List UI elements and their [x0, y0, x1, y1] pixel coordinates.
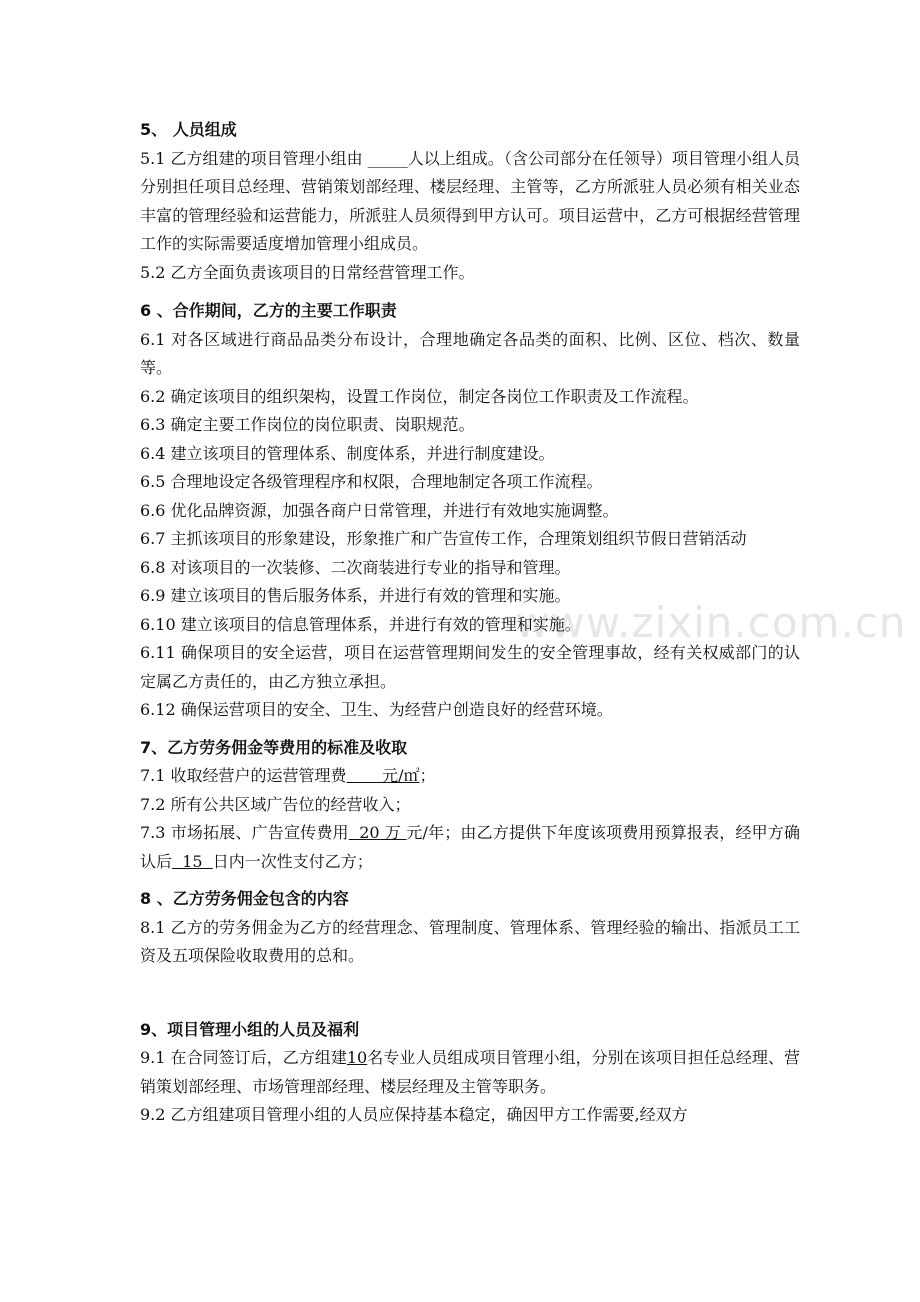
clause-5-1-text-b: 人以上组成。（含公司部分在任领导）项目管理小组人员分别担任项目总经理、营销策划部经理、楼层经理、主管等，乙方所派驻人员必须有相关业态丰富的管理经验和运营能力，所派驻人员须得到甲方认可。项目运营中，乙方可根据经营管理工作的实际需要适度增加管理小组成员。 — [140, 148, 800, 253]
clause-6-2: 6.2 确定该项目的组织架构，设置工作岗位，制定各岗位工作职责及工作流程。 — [140, 386, 699, 406]
clause-9-1 — [140, 1044, 800, 1101]
clause-6-7: 6.7 主抓该项目的形象建设，形象推广和广告宣传工作，合理策划组织节假日营销活动 — [140, 529, 747, 548]
clause-5-1-blank: _____ — [367, 148, 408, 168]
clause-7-3 — [140, 819, 800, 876]
section-8-heading: 8 、乙方劳务佣金包含的内容 — [140, 889, 349, 908]
watermark: www.zixin.com.cn — [515, 598, 907, 647]
clause-9-2: 9.2 乙方组建项目管理小组的人员应保持基本稳定，确因甲方工作需要,经双方 — [140, 1105, 688, 1124]
clause-7-1-text-b: ； — [419, 766, 436, 785]
clause-9-1-text-a: 9.1 在合同签订后，乙方组建 — [140, 1048, 347, 1067]
clause-6-4: 6.4 建立该项目的管理体系、制度体系，并进行制度建设。 — [140, 443, 555, 463]
clause-7-1 — [140, 762, 800, 791]
section-5-heading: 5、 人员组成 — [140, 120, 237, 139]
payment-days-value: 15 — [172, 851, 213, 871]
clause-6-5: 6.5 合理地设定各级管理程序和权限，合理地制定各项工作流程。 — [140, 472, 603, 491]
clause-5-1 — [140, 145, 800, 259]
clause-7-1-text-a: 7.1 收取经营户的运营管理费 — [140, 766, 347, 785]
clause-5-1-text-a: 5.1 乙方组建的项目管理小组由 — [140, 148, 368, 168]
clause-6-9: 6.9 建立该项目的售后服务体系，并进行有效的管理和实施。 — [140, 586, 571, 605]
section-6-heading: 6 、合作期间，乙方的主要工作职责 — [140, 301, 397, 320]
team-size-value: 10 — [346, 1048, 368, 1067]
clause-6-12: 6.12 确保运营项目的安全、卫生、为经营户创造良好的经营环境。 — [140, 700, 613, 719]
clause-5-2: 5.2 乙方全面负责该项目的日常经营管理工作。 — [140, 262, 475, 282]
clause-7-3-text-a: 7.3 市场拓展、广告宣传费用 — [140, 823, 349, 842]
promotion-fee-value: 20 万 — [348, 823, 407, 842]
clause-6-11: 6.11 确保项目的安全运营，项目在运营管理期间发生的安全管理事故，经有关权威部门的认定属乙方责任的，由乙方独立承担。 — [140, 643, 800, 691]
clause-6-8: 6.8 对该项目的一次装修、二次商装进行专业的指导和管理。 — [140, 557, 571, 577]
clause-6-10: 6.10 建立该项目的信息管理体系，并进行有效的管理和实施。 — [140, 614, 581, 634]
clause-7-3-text-b: 元/年；由乙方提供下年度该项费用预算报表，经甲方确认后 — [140, 823, 800, 871]
management-fee-value: 元/㎡ — [346, 766, 420, 785]
clause-6-1: 6.1 对各区域进行商品品类分布设计，合理地确定各品类的面积、比例、区位、档次、数量等。 — [140, 329, 800, 377]
clause-6-3: 6.3 确定主要工作岗位的岗位职责、岗职规范。 — [140, 415, 475, 434]
clause-8-1: 8.1 乙方的劳务佣金为乙方的经营理念、管理制度、管理体系、管理经验的输出、指派员工工资及五项保险收取费用的总和。 — [140, 917, 800, 965]
clause-7-2: 7.2 所有公共区域广告位的经营收入； — [140, 794, 411, 814]
document-page — [140, 116, 800, 1130]
section-9-heading: 9、项目管理小组的人员及福利 — [140, 1019, 360, 1039]
clause-6-6: 6.6 优化品牌资源，加强各商户日常管理，并进行有效地实施调整。 — [140, 500, 619, 520]
clause-7-3-text-c: 日内一次性支付乙方； — [212, 851, 373, 871]
clause-9-1-text-b: 名专业人员组成项目管理小组，分别在该项目担任总经理、营销策划部经理、市场管理部经理、楼层经理及主管等职务。 — [140, 1048, 800, 1096]
section-7-heading: 7、乙方劳务佣金等费用的标准及收取 — [140, 737, 408, 757]
